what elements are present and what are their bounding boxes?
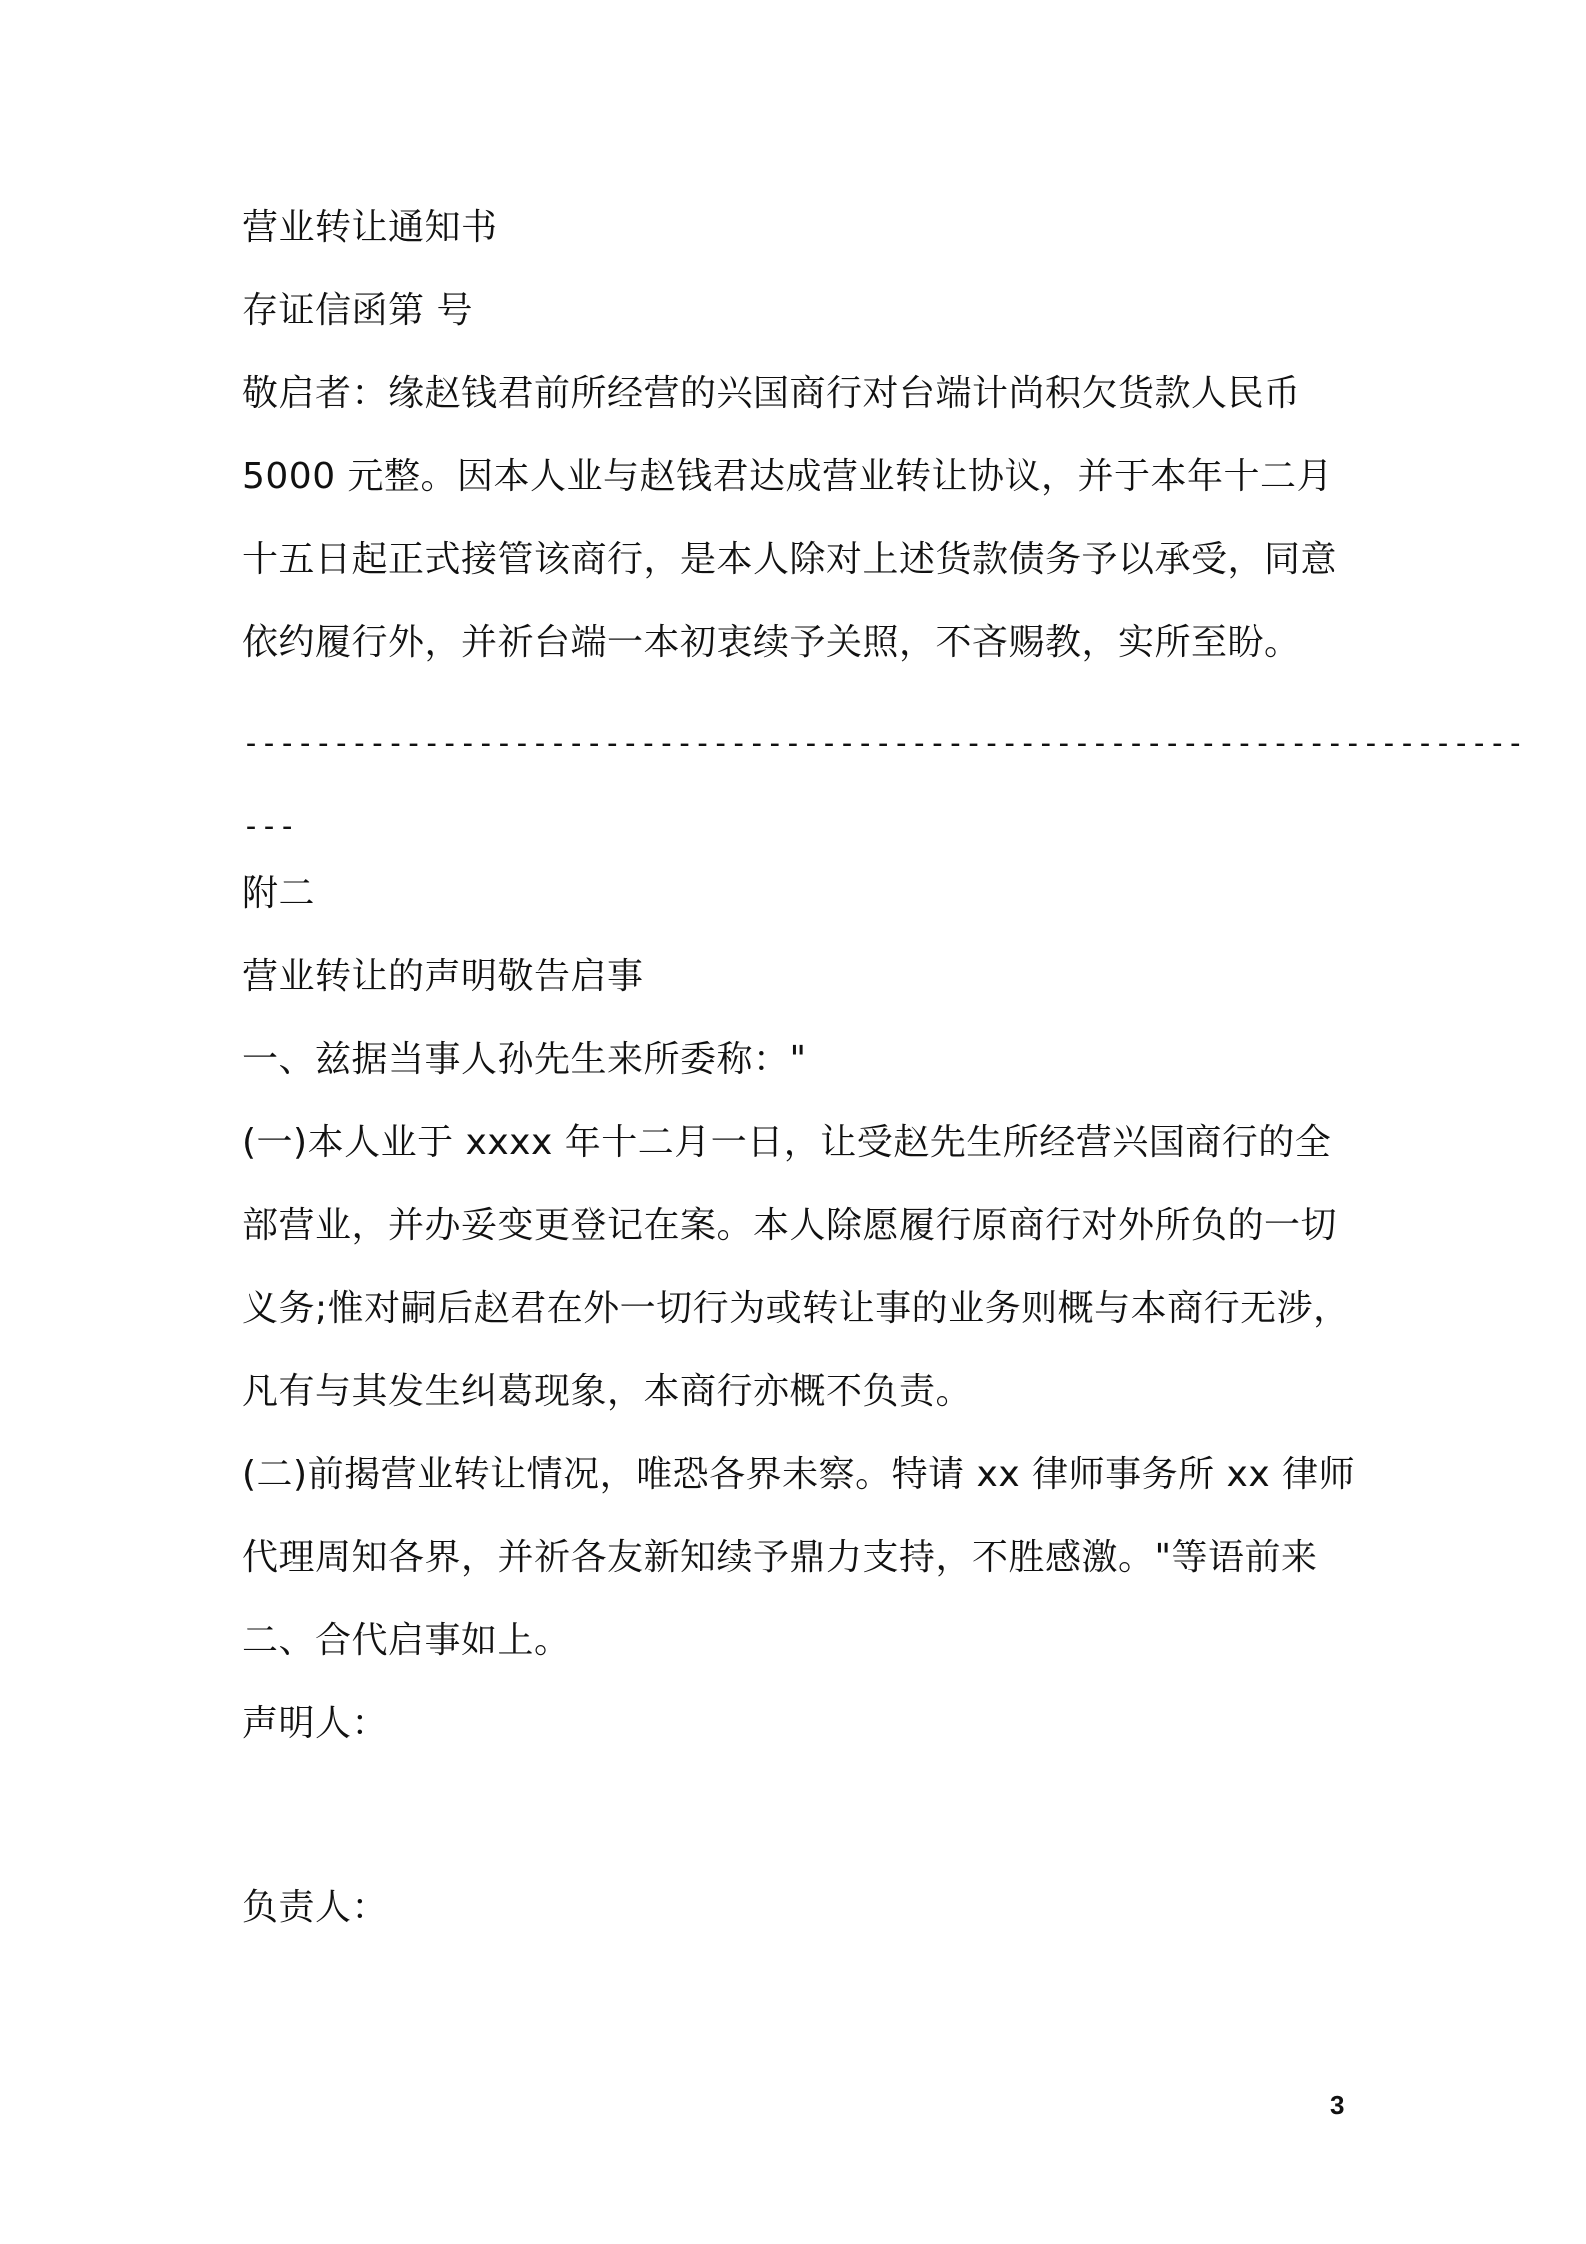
paragraph3-line2: 代理周知各界，并祈各友新知续予鼎力支持，不胜感激。"等语前来 <box>242 1537 1318 1578</box>
separator-line: ----------------------------------------------------------------------- <box>242 726 1525 761</box>
paragraph2-line2: 部营业，并办妥变更登记在案。本人除愿履行原商行对外所负的一切 <box>242 1205 1338 1246</box>
document-title: 营业转让通知书 <box>242 207 498 248</box>
section1-intro: 一、兹据当事人孙先生来所委称：" <box>242 1039 807 1080</box>
declarant-label: 声明人： <box>242 1703 389 1744</box>
separator-line-end: --- <box>242 809 297 844</box>
paragraph2-line1: (一)本人业于 xxxx 年十二月一日，让受赵先生所经营兴国商行的全 <box>242 1122 1332 1163</box>
paragraph2-line3: 义务;惟对嗣后赵君在外一切行为或转让事的业务则概与本商行无涉， <box>242 1288 1350 1329</box>
paragraph1-line2: 5000 元整。因本人业与赵钱君达成营业转让协议，并于本年十二月 <box>242 456 1334 497</box>
letter-number: 存证信函第 号 <box>242 290 473 331</box>
paragraph3-line1: (二)前揭营业转让情况，唯恐各界未察。特请 xx 律师事务所 xx 律师 <box>242 1454 1356 1495</box>
notice-title: 营业转让的声明敬告启事 <box>242 956 644 997</box>
responsible-label: 负责人： <box>242 1887 389 1928</box>
paragraph2-line4: 凡有与其发生纠葛现象，本商行亦概不负责。 <box>242 1371 973 1412</box>
paragraph3-line3: 二、合代启事如上。 <box>242 1620 571 1661</box>
paragraph1-line1: 敬启者：缘赵钱君前所经营的兴国商行对台端计尚积欠货款人民币 <box>242 373 1301 414</box>
paragraph1-line3: 十五日起正式接管该商行，是本人除对上述货款债务予以承受，同意 <box>242 539 1338 580</box>
page-number: 3 <box>1330 2090 1345 2120</box>
appendix-label: 附二 <box>242 873 316 914</box>
paragraph1-line4: 依约履行外，并祈台端一本初衷续予关照，不吝赐教，实所至盼。 <box>242 622 1301 663</box>
